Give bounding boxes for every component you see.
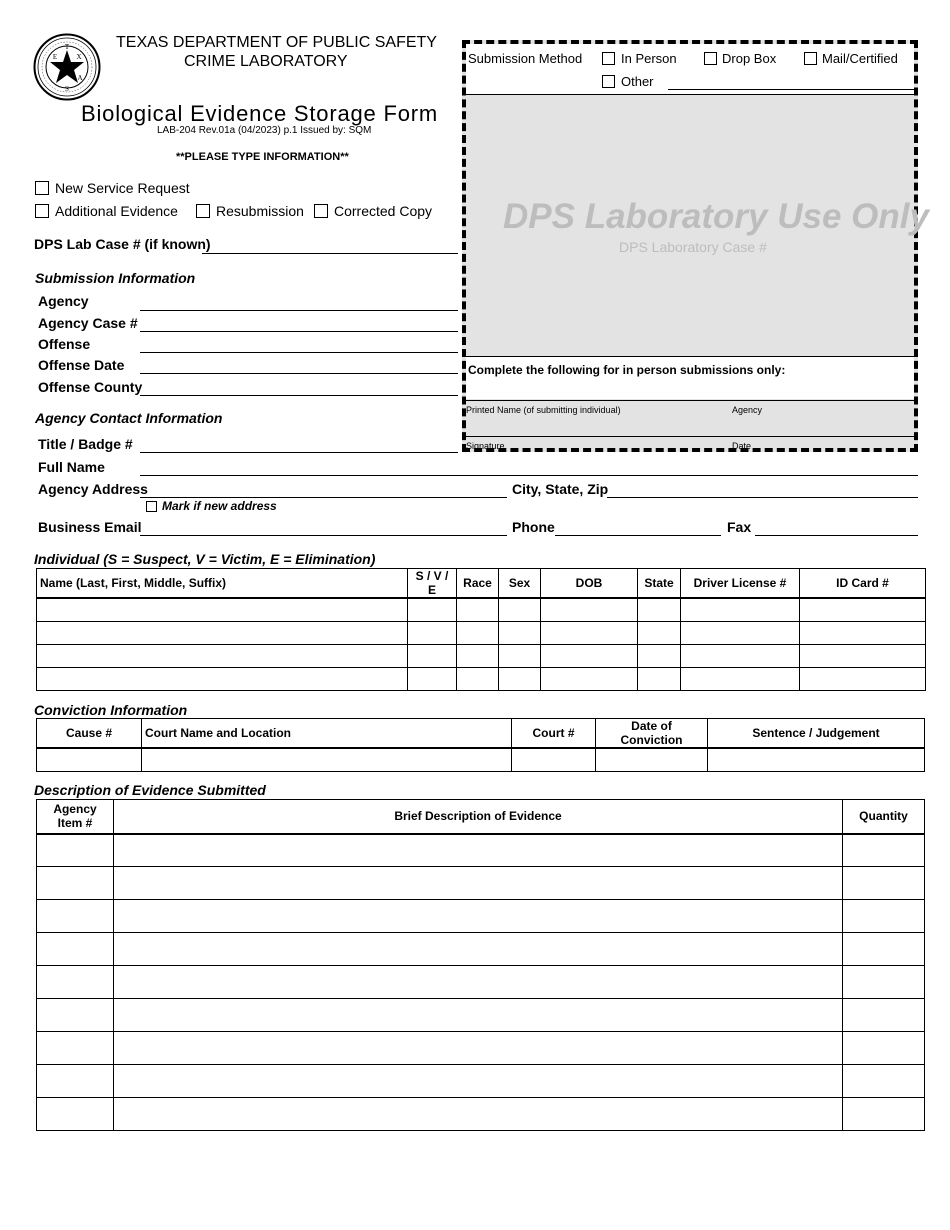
additional-evidence-checkbox[interactable] xyxy=(35,204,49,218)
title-badge-label: Title / Badge # xyxy=(38,436,133,452)
individual-cell[interactable] xyxy=(499,598,541,621)
conviction-row xyxy=(37,748,925,771)
evidence-row xyxy=(37,1032,925,1065)
other-checkbox[interactable] xyxy=(602,75,615,88)
evidence-cell[interactable] xyxy=(114,900,843,933)
col-quantity: Quantity xyxy=(843,800,925,834)
individual-cell[interactable] xyxy=(638,667,681,690)
dps-seal-logo xyxy=(33,33,101,101)
individual-row xyxy=(37,621,926,644)
individual-cell[interactable] xyxy=(499,621,541,644)
individual-cell[interactable] xyxy=(800,644,926,667)
mail-certified-label: Mail/Certified xyxy=(822,51,898,66)
evidence-cell[interactable] xyxy=(843,999,925,1032)
date-label: Date xyxy=(732,441,752,451)
col-state: State xyxy=(638,569,681,599)
signature-label: Signature xyxy=(466,441,505,451)
svg-text:E: E xyxy=(52,53,58,61)
col-id-card: ID Card # xyxy=(800,569,926,599)
individual-cell[interactable] xyxy=(408,621,457,644)
additional-evidence-label: Additional Evidence xyxy=(55,203,178,219)
svg-text:A: A xyxy=(77,74,83,82)
lab-case-label: DPS Lab Case # (if known) xyxy=(34,236,211,252)
evidence-row xyxy=(37,834,925,867)
evidence-cell[interactable] xyxy=(114,867,843,900)
evidence-cell[interactable] xyxy=(114,834,843,867)
offense-field[interactable] xyxy=(140,352,458,353)
evidence-heading: Description of Evidence Submitted xyxy=(34,782,266,798)
new-service-checkbox[interactable] xyxy=(35,181,49,195)
svg-text:S: S xyxy=(65,85,69,93)
evidence-row xyxy=(37,1098,925,1131)
evidence-cell[interactable] xyxy=(37,867,114,900)
contact-heading: Agency Contact Information xyxy=(35,410,223,426)
lab-use-only-box xyxy=(462,40,929,452)
mail-certified-checkbox[interactable] xyxy=(804,52,817,65)
phone-field[interactable] xyxy=(555,535,721,536)
individual-heading: Individual (S = Suspect, V = Victim, E = Elimination) xyxy=(34,551,376,567)
individual-row xyxy=(37,667,926,690)
evidence-cell[interactable] xyxy=(37,1098,114,1131)
fax-label: Fax xyxy=(727,519,752,535)
individual-cell[interactable] xyxy=(457,667,499,690)
individual-cell[interactable] xyxy=(37,667,408,690)
resubmission-checkbox[interactable] xyxy=(196,204,210,218)
individual-cell[interactable] xyxy=(681,644,800,667)
individual-cell[interactable] xyxy=(499,667,541,690)
agency-case-label: Agency Case # xyxy=(38,315,138,331)
form-id: LAB-204 Rev.01a (04/2023) p.1 Issued by: SQM xyxy=(157,125,372,136)
evidence-row xyxy=(37,999,925,1032)
col-court-num: Court # xyxy=(512,719,596,749)
individual-row xyxy=(37,598,926,621)
evidence-cell[interactable] xyxy=(114,966,843,999)
col-agency-item-line1: Agency xyxy=(53,802,97,817)
individual-cell[interactable] xyxy=(408,644,457,667)
conviction-heading: Conviction Information xyxy=(34,702,188,718)
offense-county-label: Offense County xyxy=(38,379,143,395)
individual-row xyxy=(37,644,926,667)
lab-case-field[interactable] xyxy=(202,253,458,254)
in-person-note: Complete the following for in person submissions only: xyxy=(468,363,786,377)
evidence-cell[interactable] xyxy=(37,1032,114,1065)
conviction-table xyxy=(36,718,925,772)
individual-cell[interactable] xyxy=(541,667,638,690)
title-badge-field[interactable] xyxy=(140,452,458,453)
evidence-cell[interactable] xyxy=(37,900,114,933)
lab-case-watermark: DPS Laboratory Case # xyxy=(619,239,767,255)
full-name-label: Full Name xyxy=(38,459,105,475)
other-label: Other xyxy=(621,74,654,89)
evidence-cell[interactable] xyxy=(843,1098,925,1131)
business-email-label: Business Email xyxy=(38,519,142,535)
evidence-table xyxy=(36,799,925,1131)
evidence-cell[interactable] xyxy=(843,867,925,900)
agency-name: TEXAS DEPARTMENT OF PUBLIC SAFETY xyxy=(116,34,437,51)
evidence-cell[interactable] xyxy=(843,933,925,966)
individual-cell[interactable] xyxy=(408,598,457,621)
individual-cell[interactable] xyxy=(37,598,408,621)
conviction-cell[interactable] xyxy=(512,748,596,771)
conviction-cell[interactable] xyxy=(142,748,512,771)
individual-cell[interactable] xyxy=(800,667,926,690)
individual-cell[interactable] xyxy=(638,644,681,667)
lab-use-only-watermark: DPS Laboratory Use Only xyxy=(503,197,929,236)
evidence-row xyxy=(37,933,925,966)
col-description: Brief Description of Evidence xyxy=(114,800,843,834)
drop-box-checkbox[interactable] xyxy=(704,52,717,65)
svg-text:X: X xyxy=(76,53,82,61)
drop-box-label: Drop Box xyxy=(722,51,777,66)
evidence-row xyxy=(37,966,925,999)
agency-address-label: Agency Address xyxy=(38,481,148,497)
col-svex: S / V / E xyxy=(408,569,457,599)
col-driver-license: Driver License # xyxy=(681,569,800,599)
resubmission-label: Resubmission xyxy=(216,203,304,219)
evidence-cell[interactable] xyxy=(843,1065,925,1098)
in-person-checkbox[interactable] xyxy=(602,52,615,65)
evidence-row xyxy=(37,867,925,900)
individual-cell[interactable] xyxy=(681,621,800,644)
phone-label: Phone xyxy=(512,519,555,535)
new-service-label: New Service Request xyxy=(55,180,190,196)
individual-cell[interactable] xyxy=(681,667,800,690)
evidence-cell[interactable] xyxy=(843,834,925,867)
other-field[interactable] xyxy=(668,89,914,90)
individual-cell[interactable] xyxy=(408,667,457,690)
svg-text:T: T xyxy=(64,43,70,51)
col-agency-item xyxy=(37,800,114,834)
new-address-label: Mark if new address xyxy=(162,499,277,513)
evidence-row xyxy=(37,1065,925,1098)
individual-cell[interactable] xyxy=(541,598,638,621)
col-sentence: Sentence / Judgement xyxy=(708,719,925,749)
conviction-cell[interactable] xyxy=(596,748,708,771)
col-sex: Sex xyxy=(499,569,541,599)
individual-cell[interactable] xyxy=(681,598,800,621)
individual-cell[interactable] xyxy=(37,644,408,667)
individual-cell[interactable] xyxy=(800,598,926,621)
agency-address-field[interactable] xyxy=(140,497,507,498)
evidence-cell[interactable] xyxy=(114,933,843,966)
offense-date-label: Offense Date xyxy=(38,357,125,373)
evidence-cell[interactable] xyxy=(37,1065,114,1098)
individual-cell[interactable] xyxy=(800,621,926,644)
conviction-cell[interactable] xyxy=(37,748,142,771)
evidence-cell[interactable] xyxy=(843,900,925,933)
lab-name: CRIME LABORATORY xyxy=(184,53,348,70)
conviction-cell[interactable] xyxy=(708,748,925,771)
evidence-cell[interactable] xyxy=(37,834,114,867)
offense-county-field[interactable] xyxy=(140,395,458,396)
col-dob: DOB xyxy=(541,569,638,599)
in-person-label: In Person xyxy=(621,51,677,66)
col-race: Race xyxy=(457,569,499,599)
submission-method-label: Submission Method xyxy=(468,51,583,66)
individual-cell[interactable] xyxy=(638,621,681,644)
individual-cell[interactable] xyxy=(457,598,499,621)
individual-cell[interactable] xyxy=(541,621,638,644)
individual-cell[interactable] xyxy=(37,621,408,644)
individual-cell[interactable] xyxy=(499,644,541,667)
evidence-cell[interactable] xyxy=(37,966,114,999)
evidence-cell[interactable] xyxy=(37,933,114,966)
offense-date-field[interactable] xyxy=(140,373,458,374)
evidence-row xyxy=(37,900,925,933)
full-name-field[interactable] xyxy=(140,475,918,476)
business-email-field[interactable] xyxy=(140,535,507,536)
evidence-cell[interactable] xyxy=(843,966,925,999)
evidence-cell[interactable] xyxy=(114,1065,843,1098)
form-title: Biological Evidence Storage Form xyxy=(81,101,438,126)
col-conviction-date: Date of Conviction xyxy=(596,719,708,749)
individual-cell[interactable] xyxy=(541,644,638,667)
city-state-zip-field[interactable] xyxy=(607,497,918,498)
col-court-name: Court Name and Location xyxy=(142,719,512,749)
evidence-cell[interactable] xyxy=(843,1032,925,1065)
offense-label: Offense xyxy=(38,336,91,352)
col-name: Name (Last, First, Middle, Suffix) xyxy=(37,569,408,599)
individual-cell[interactable] xyxy=(457,644,499,667)
evidence-cell[interactable] xyxy=(114,1032,843,1065)
agency-field[interactable] xyxy=(140,310,458,311)
city-state-zip-label: City, State, Zip xyxy=(512,481,609,497)
lab-agency-label: Agency xyxy=(732,405,763,415)
fax-field[interactable] xyxy=(755,535,918,536)
agency-case-field[interactable] xyxy=(140,331,458,332)
col-agency-item-line2: Item # xyxy=(57,816,93,831)
corrected-copy-label: Corrected Copy xyxy=(334,203,433,219)
submission-heading: Submission Information xyxy=(35,270,196,286)
type-notice: **PLEASE TYPE INFORMATION** xyxy=(176,151,349,163)
individual-cell[interactable] xyxy=(457,621,499,644)
individual-table xyxy=(36,568,926,691)
individual-cell[interactable] xyxy=(638,598,681,621)
printed-name-label: Printed Name (of submitting individual) xyxy=(466,405,621,415)
corrected-copy-checkbox[interactable] xyxy=(314,204,328,218)
col-cause: Cause # xyxy=(37,719,142,749)
evidence-cell[interactable] xyxy=(37,999,114,1032)
evidence-cell[interactable] xyxy=(114,1098,843,1131)
new-address-checkbox[interactable] xyxy=(146,501,157,512)
agency-label: Agency xyxy=(38,293,89,309)
evidence-cell[interactable] xyxy=(114,999,843,1032)
